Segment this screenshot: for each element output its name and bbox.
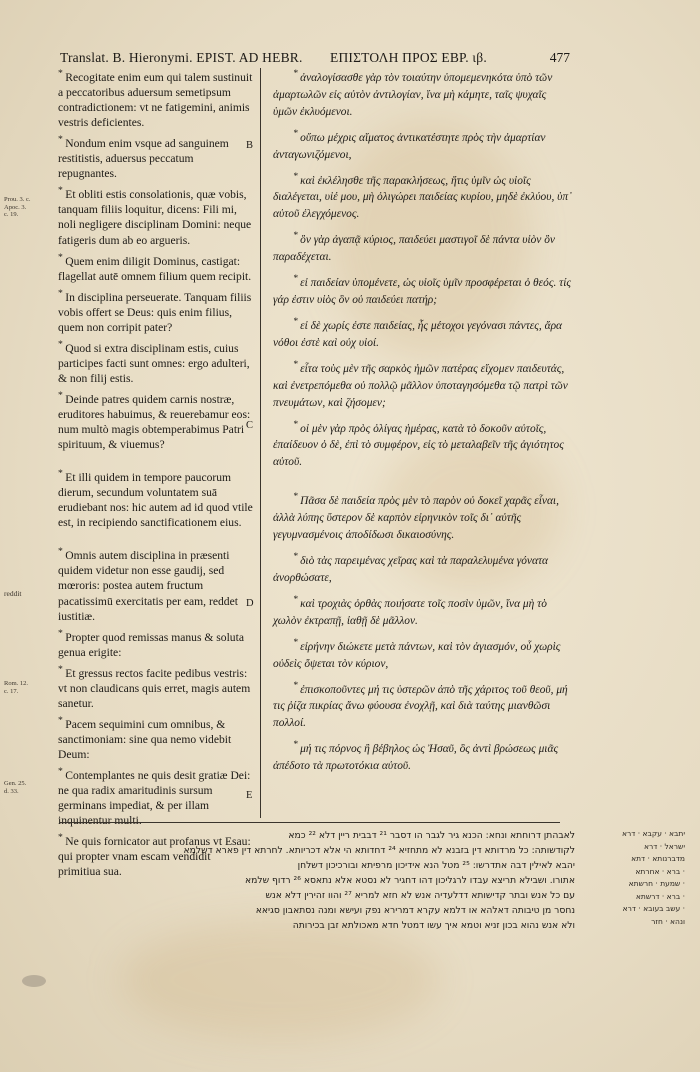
latin-verse <box>58 388 254 452</box>
latin-column <box>58 66 254 881</box>
verse-text: οὔπω μέχρις αἵματος ἀντικατέστητε πρὸς τὴν ἁμαρτίαν ἀνταγωνιζόμενοι, <box>273 131 546 161</box>
verse-text: μή τις πόρνος ἢ βέβηλος ὡς Ἠσαῦ, ὃς ἀντὶ βρώσεως μιᾶς ἀπέδοτο τὰ πρωτοτόκια αὐτοῦ. <box>273 743 559 773</box>
verse-text: εἶτα τοὺς μὲν τῆς σαρκὸς ἡμῶν πατέρας εἴχομεν παιδευτάς, καὶ ἐνετρεπόμεθα οὐ πολλῷ μᾶλλον ὑποταγησόμεθα τῷ πατρὶ τῶν πνευμάτων, καὶ ζήσομεν; <box>273 362 568 409</box>
latin-verse <box>58 544 254 623</box>
greek-verse <box>273 357 573 412</box>
greek-verse <box>273 549 573 587</box>
section-letter: C <box>246 420 254 431</box>
verse-text: καὶ ἐκλέλησθε τῆς παρακλήσεως, ἥτις ὑμῖν ὡς υἱοῖς διαλέγεται, υἱέ μου, μὴ ὀλιγώρει παιδείας κυρίου, μηδὲ ἐκλύου, ὑπ᾽ αὐτοῦ ἐλεγχόμενος. <box>273 174 572 221</box>
verse-marker: * <box>58 68 66 79</box>
syriac-margin-line: יתבא · עקבא · דרא <box>622 829 685 838</box>
verse-marker: * <box>293 552 301 563</box>
verse-marker: * <box>293 274 301 285</box>
verse-text: οἱ μὲν γὰρ πρὸς ὀλίγας ἡμέρας, κατὰ τὸ δοκοῦν αὐτοῖς, ἐπαίδευον ὁ δὲ, ἐπὶ τὸ συμφέρον, εἰς τὸ μεταλαβεῖν τῆς ἁγιότητος αὐτοῦ. <box>273 422 564 469</box>
latin-verse <box>58 466 254 530</box>
latin-verse <box>58 764 254 828</box>
verse-marker: * <box>58 546 66 558</box>
syriac-line: לקודשותה: כל מרדותא דין בזבנא לא מתחזיא ²⁴ דחדותא הי אלא דכריותא. לחרתא דין פארא דשלמא <box>183 845 575 856</box>
verse-marker: * <box>293 69 301 79</box>
latin-verse <box>58 250 254 284</box>
verse-text: ἐπισκοποῦντες μή τις ὑστερῶν ἀπὸ τῆς χάριτος τοῦ θεοῦ, μή τις ῥίζα πικρίας ἄνω φύουσα ἐνοχλῇ, καὶ διὰ ταύτης μιανθῶσι πολλοί. <box>273 683 568 730</box>
verse-text: Πᾶσα δὲ παιδεία πρὸς μὲν τὸ παρὸν οὐ δοκεῖ χαρᾶς εἶναι, ἀλλὰ λύπης ὕστερον δὲ καρπὸν εἰρηνικὸν τοῖς δι᾽ αὐτῆς γεγυμνασμένοις ἀποδίδωσι δικαιοσύνης. <box>273 495 559 542</box>
verse-marker: * <box>58 287 66 299</box>
verse-marker: * <box>58 389 66 401</box>
syriac-line: נחסר מן טיבותה דאלהא או דלמא עקרא דמרירא נפק ועישא ומנה נסתאבון סגיאא <box>255 905 575 916</box>
verse-text: Et obliti estis consolationis, quæ vobis, tanquam filiis loquitur, dicens: Fili mi, noli negligere disciplinam Domini: neque fatigeris dum ab eo argueris. <box>58 188 252 247</box>
running-head-greek: ΕΠΙΣΤΟΛΗ ΠΡΟΣ ΕΒΡ. ιβ. <box>330 50 487 65</box>
running-head-latin: Translat. B. Hieronymi. EPIST. AD HEBR. <box>60 50 303 65</box>
verse-marker: * <box>293 680 301 691</box>
latin-verse <box>58 132 254 181</box>
verse-text: Et gressus rectos facite pedibus vestris: vt non claudicans quis erret, magis autem sanetur. <box>58 666 251 710</box>
greek-verse <box>273 489 573 544</box>
greek-verse <box>273 169 573 224</box>
verse-marker: * <box>293 316 301 327</box>
verse-text: Quem enim diligit Dominus, castigat: flagellat autē omnem filium quem recipit. <box>58 254 252 283</box>
verse-marker: * <box>293 740 301 751</box>
verse-marker: * <box>293 594 301 605</box>
greek-verse <box>273 126 573 164</box>
verse-text: εἰ παιδείαν ὑπομένετε, ὡς υἱοῖς ὑμῖν προσφέρεται ὁ θεός. τίς γάρ ἐστιν υἱὸς ὃν οὐ παιδεύει πατήρ; <box>273 276 571 306</box>
syriac-margin-line: ונהא · חזר <box>651 916 685 926</box>
latin-verse <box>58 626 254 660</box>
latin-verse <box>58 66 254 130</box>
verse-marker: * <box>293 637 301 648</box>
verse-text: Contemplantes ne quis desit gratiæ Dei: ne qua radix amaritudinis sursum germinans impediat, & per illam inquinentur multi. <box>58 768 251 828</box>
section-letter: B <box>246 140 254 151</box>
margin-note: Prou. 3. c. Apoc. 3. c. 19. <box>4 196 31 218</box>
greek-verse <box>273 228 573 266</box>
verse-text: διὸ τὰς παρειμένας χεῖρας καὶ τὰ παραλελυμένα γόνατα ἀνορθώσατε, <box>273 554 548 584</box>
verse-text: Pacem sequimini cum omnibus, & sanctimoniam: sine qua nemo videbit Deum: <box>58 717 232 761</box>
margin-note: reddit <box>4 589 22 598</box>
verse-marker: * <box>58 766 66 778</box>
verse-marker: * <box>293 171 301 182</box>
verse-marker: * <box>58 832 66 844</box>
verse-text: Omnis autem disciplina in præsenti quidem videtur non esse gaudij, sed mœroris: postea autem fructum pacatissimū exercitatis per eam, reddet iustitiæ. <box>58 549 238 623</box>
syriac-margin-line: ישראל · דרא <box>644 841 685 851</box>
greek-verse <box>273 417 573 472</box>
verse-marker: * <box>58 185 66 197</box>
verse-text: καὶ τροχιὰς ὀρθὰς ποιήσατε τοῖς ποσὶν ὑμῶν, ἵνα μὴ τὸ χωλὸν ἐκτραπῇ, ἰαθῇ δὲ μᾶλλον. <box>273 597 547 627</box>
footer-rule <box>60 822 560 823</box>
verse-text: Et illi quidem in tempore paucorum dierum, secundum voluntatem suā erudiebant nos: hic autem ad id quod vtile est, in recipiendo sanctificationem eius. <box>58 471 253 530</box>
ink-blot <box>22 975 46 987</box>
syriac-margin-line: מדברנותא · דתא <box>631 854 685 863</box>
greek-verse <box>273 314 573 352</box>
greek-verse <box>273 678 573 733</box>
greek-verse <box>273 737 573 775</box>
margin-note: Rom. 12. c. 17. <box>4 680 29 695</box>
verse-text: εἰρήνην διώκετε μετὰ πάντων, καὶ τὸν ἁγιασμόν, οὗ χωρὶς οὐδεὶς ὄψεται τὸν κύριον, <box>273 640 561 670</box>
verse-text: ὃν γὰρ ἀγαπᾷ κύριος, παιδεύει μαστιγοῖ δὲ πάντα υἱὸν ὃν παραδέχεται. <box>273 234 555 264</box>
verse-marker: * <box>293 359 301 370</box>
verse-marker: * <box>58 714 66 726</box>
greek-verse <box>273 66 573 121</box>
verse-marker: * <box>58 251 66 263</box>
syriac-line: יהבא לאילין דבה אתדרשו: ²⁵ מטל הנא אידיכון מרפיתא ובורכיכון דשלחן <box>297 860 575 871</box>
verse-marker: * <box>293 128 301 139</box>
latin-verse <box>58 337 254 386</box>
verse-marker: * <box>58 338 66 350</box>
verse-marker: * <box>58 468 66 480</box>
greek-verse <box>273 635 573 673</box>
column-divider <box>260 68 261 818</box>
page-number: 477 <box>549 50 570 65</box>
verse-text: Quod si extra disciplinam estis, cuius participes facti sunt omnes: ergo adulteri, & non filij estis. <box>58 341 250 385</box>
greek-verse <box>273 592 573 630</box>
syriac-margin-notes <box>575 828 685 928</box>
verse-text: Recogitate enim eum qui talem sustinuit a peccatoribus aduersum semetipsum contradictionem: vt ne fatigemini, animis vestris deficientes. <box>58 70 253 130</box>
syriac-line: אתורו. ושבילא תריצא עבדו לרגליכון דהו דחגיר לא נסטא אלא נתאסא ²⁶ רדוף שלמא <box>244 875 575 886</box>
syriac-line: ולא אנש נהוא בכון זניא וטמא איך עשו דמטל חדא מאכולתא זבן בכירותה <box>292 920 575 931</box>
verse-text: Ne quis fornicator aut profanus vt Esau: qui propter vnam escam vendidit primitiua sua. <box>58 835 251 879</box>
syriac-margin-line: · שמעת · חרשתא <box>628 879 685 888</box>
latin-verse <box>58 183 254 247</box>
syriac-line: לאבהתן דרוחתא ונחא: הכנא גיר לגבר הו דסבר ²¹ דבבית ריין דלא ²² כמא <box>288 830 575 841</box>
section-letter: D <box>246 598 254 609</box>
verse-text: εἰ δὲ χωρίς ἐστε παιδείας, ἧς μέτοχοι γεγόνασι πάντες, ἄρα νόθοι ἐστὲ καὶ οὐχ υἱοί. <box>273 319 563 349</box>
verse-marker: * <box>58 134 66 146</box>
syriac-margin-line: · עשב בעובא · דרא <box>622 904 685 913</box>
verse-marker: * <box>293 492 301 503</box>
section-letter: E <box>246 790 253 801</box>
verse-text: Propter quod remissas manus & soluta genua erigite: <box>58 630 244 659</box>
syriac-margin-line: · ברא · אחרתא <box>635 866 685 876</box>
syriac-line: עם כל אנש ובתר קדישותא דדלעדיה אנש לא חזא למריא ²⁷ והוו זהירין דלא אנש <box>265 890 575 901</box>
verse-text: Deinde patres quidem carnis nostræ, eruditores habuimus, & reuerebamur eos: num multò magis obtemperabimus Patri spirituum, & viuemus? <box>58 392 251 452</box>
verse-text: Nondum enim vsque ad sanguinem restitistis, aduersus peccatum repugnantes. <box>58 137 229 181</box>
greek-column <box>273 66 573 780</box>
verse-text: ἀναλογίσασθε γὰρ τὸν τοιαύτην ὑπομεμενηκότα ὑπὸ τῶν ἁμαρτωλῶν εἰς αὐτὸν ἀντιλογίαν, ἵνα μὴ κάμητε, ταῖς ψυχαῖς ὑμῶν ἐκλυόμενοι. <box>273 71 553 118</box>
verse-marker: * <box>58 627 66 639</box>
verse-text: In disciplina perseuerate. Tanquam filiis vobis offert se Deus: quis enim filius, quem non corripit pater? <box>58 290 252 334</box>
verse-marker: * <box>58 663 66 675</box>
margin-note: Gen. 25. d. 33. <box>4 780 27 795</box>
greek-verse <box>273 271 573 309</box>
latin-verse <box>58 713 254 762</box>
latin-verse <box>58 286 254 335</box>
syriac-text-block <box>30 828 575 933</box>
verse-marker: * <box>293 231 301 242</box>
syriac-margin-line: · ברא · דרשתא <box>635 891 685 901</box>
latin-verse <box>58 662 254 711</box>
verse-marker: * <box>293 419 301 430</box>
paper-stain <box>120 920 440 1040</box>
